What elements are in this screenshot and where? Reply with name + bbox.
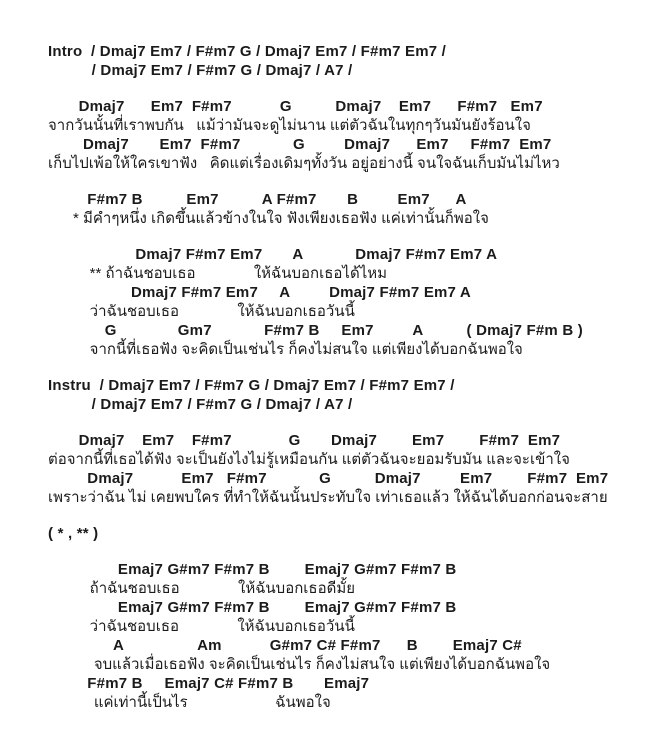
lyric-line: แค่เท่านี้เป็นไร ฉันพอใจ bbox=[48, 694, 331, 711]
lyric-line: ว่าฉันชอบเธอ ให้ฉันบอกเธอวันนี้ bbox=[48, 303, 355, 320]
chords-line: Dmaj7 Em7 F#m7 G Dmaj7 Em7 F#m7 Em7 bbox=[48, 136, 552, 153]
section-line: Instru / Dmaj7 Em7 / F#m7 G / Dmaj7 Em7 / F#m7 Em7 / bbox=[48, 377, 455, 394]
gap-line bbox=[48, 359, 652, 376]
chords-line: Dmaj7 Em7 F#m7 G Dmaj7 Em7 F#m7 Em7 bbox=[48, 470, 609, 487]
lyric-line: จากนี้ที่เธอฟัง จะคิดเป็นเช่นไร ก็คงไม่สนใจ แต่เพียงได้บอกฉันพอใจ bbox=[48, 341, 523, 358]
lyric-line: จากวันนั้นที่เราพบกัน แม้ว่ามันจะดูไม่นาน แต่ตัวฉันในทุกๆวันมันยังร้อนใจ bbox=[48, 117, 531, 134]
lyric-line: ถ้าฉันชอบเธอ ให้ฉันบอกเธอดีมั้ย bbox=[48, 580, 356, 597]
chords-line: Emaj7 G#m7 F#m7 B Emaj7 G#m7 F#m7 B bbox=[48, 599, 457, 616]
chords-line: Dmaj7 F#m7 Em7 A Dmaj7 F#m7 Em7 A bbox=[48, 284, 471, 301]
chords-line: G Gm7 F#m7 B Em7 A ( Dmaj7 F#m B ) bbox=[48, 322, 583, 339]
gap-line bbox=[48, 173, 652, 190]
lyric-line: เก็บไปเพ้อให้ใครเขาฟัง คิดแต่เรื่องเดิมๆทั้งวัน อยู่อย่างนี้ จนใจฉันเก็บมันไม่ไหว bbox=[48, 155, 560, 172]
chords-line: A Am G#m7 C# F#m7 B Emaj7 C# bbox=[48, 637, 522, 654]
section-line: / Dmaj7 Em7 / F#m7 G / Dmaj7 / A7 / bbox=[48, 396, 353, 413]
section-line: Intro / Dmaj7 Em7 / F#m7 G / Dmaj7 Em7 / F#m7 Em7 / bbox=[48, 43, 447, 60]
gap-line bbox=[48, 414, 652, 431]
gap-line bbox=[48, 543, 652, 560]
chords-line: F#m7 B Emaj7 C# F#m7 B Emaj7 bbox=[48, 675, 370, 692]
lyric-line: เพราะว่าฉัน ไม่ เคยพบใคร ที่ทำให้ฉันนั้นประทับใจ เท่าเธอแล้ว ให้ฉันได้บอกก่อนจะสาย bbox=[48, 489, 608, 506]
chords-line: Dmaj7 Em7 F#m7 G Dmaj7 Em7 F#m7 Em7 bbox=[48, 98, 543, 115]
gap-line bbox=[48, 228, 652, 245]
gap-line bbox=[48, 80, 652, 97]
chords-line: Dmaj7 F#m7 Em7 A Dmaj7 F#m7 Em7 A bbox=[48, 246, 498, 263]
lyric-line: ต่อจากนี้ที่เธอได้ฟัง จะเป็นยังไงไม่รู้เหมือนกัน แต่ตัวฉันจะยอมรับมัน และจะเข้าใจ bbox=[48, 451, 570, 468]
chords-line: F#m7 B Em7 A F#m7 B Em7 A bbox=[48, 191, 467, 208]
chords-line: Emaj7 G#m7 F#m7 B Emaj7 G#m7 F#m7 B bbox=[48, 561, 457, 578]
chords-line: Dmaj7 Em7 F#m7 G Dmaj7 Em7 F#m7 Em7 bbox=[48, 432, 561, 449]
lyric-line: จบแล้วเมื่อเธอฟัง จะคิดเป็นเช่นไร ก็คงไม่สนใจ แต่เพียงได้บอกฉันพอใจ bbox=[48, 656, 551, 673]
plain-line: ( * , ** ) bbox=[48, 525, 99, 542]
lyric-line: ** ถ้าฉันชอบเธอ ให้ฉันบอกเธอได้ไหม bbox=[48, 265, 388, 282]
lyric-line: ว่าฉันชอบเธอ ให้ฉันบอกเธอวันนี้ bbox=[48, 618, 355, 635]
gap-line bbox=[48, 507, 652, 524]
section-line: / Dmaj7 Em7 / F#m7 G / Dmaj7 / A7 / bbox=[48, 62, 353, 79]
lyric-line: * มีคำๆหนึ่ง เกิดขึ้นแล้วข้างในใจ ฟังเพียงเธอฟัง แค่เท่านั้นก็พอใจ bbox=[48, 210, 489, 227]
